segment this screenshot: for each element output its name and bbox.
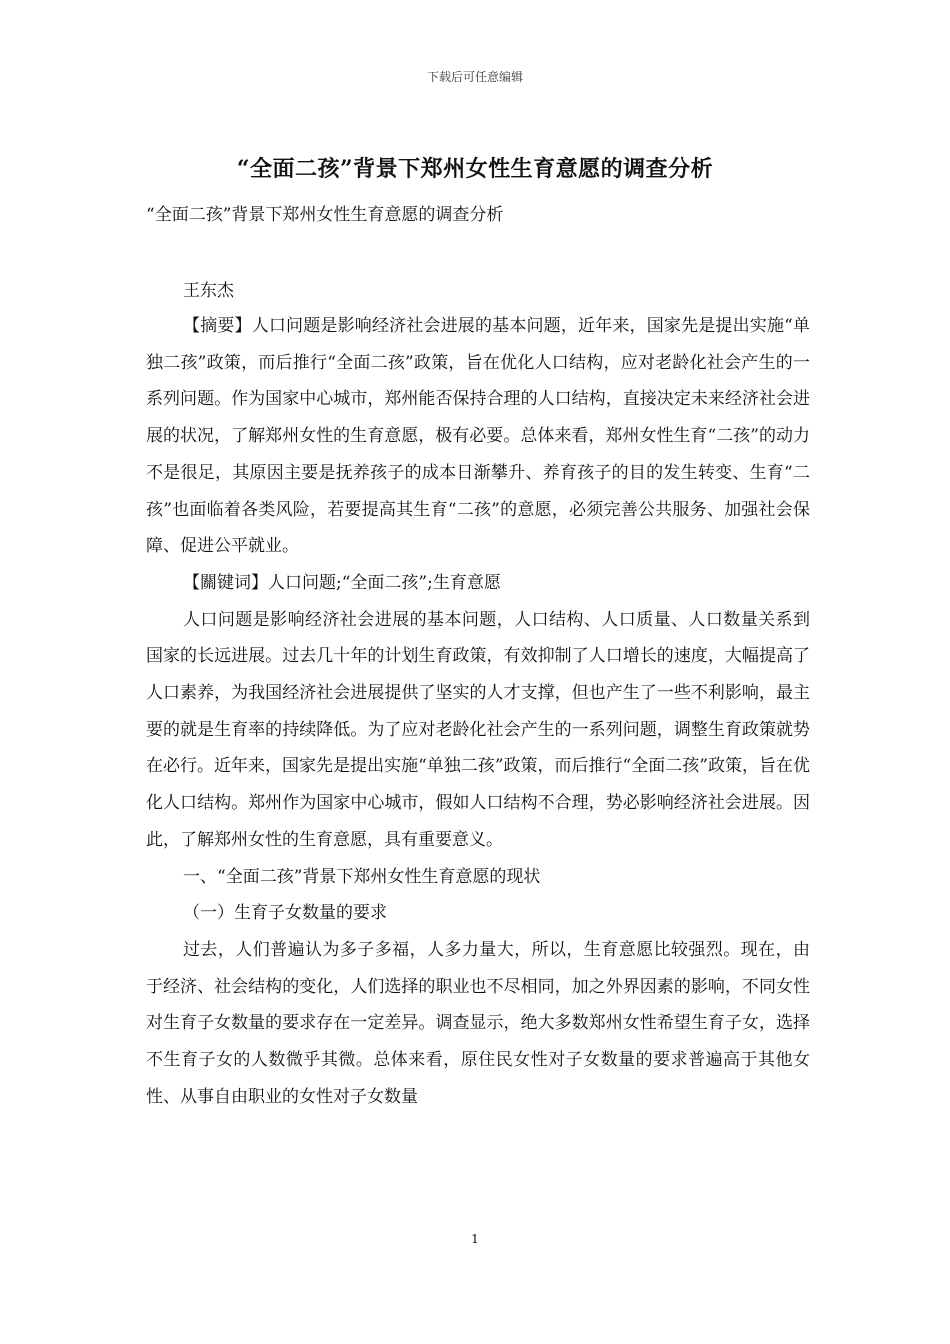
subsection-heading: （一）生育子女数量的要求 xyxy=(183,903,387,924)
page-number: 1 xyxy=(471,1232,479,1246)
document-subtitle: “全面二孩”背景下郑州女性生育意愿的调查分析 xyxy=(146,205,504,225)
body-paragraph: 过去，人们普遍认为多子多福，人多力量大，所以，生育意愿比较强烈。现在，由于经济、社会结构的变化，人们选择的职业也不尽相同，加之外界因素的影响，不同女性对生育子女数量的要求存在一定差异。调查显示，绝大多数郑州女性希望生育子女，选择不生育子女的人数微乎其微。总体来看，原住民女性对子女数量的要求普遍高于其他女性、从事自由职业的女性对子女数量 xyxy=(146,939,810,1107)
abstract-paragraph: 【摘要】人口问题是影响经济社会进展的基本问题，近年来，国家先是提出实施“单独二孩”政策，而后推行“全面二孩”政策，旨在优化人口结构，应对老龄化社会产生的一系列问题。作为国家中心城市，郑州能否保持合理的人口结构，直接决定未来经济社会进展的状况，了解郑州女性的生育意愿，极有必要。总体来看，郑州女性生育“二孩”的动力不是很足，其原因主要是抚养孩子的成本日渐攀升、养育孩子的目的发生转变、生育“二孩”也面临着各类风险，若要提高其生育“二孩”的意愿，必须完善公共服务、加强社会保障、促进公平就业。 xyxy=(146,316,810,557)
section-heading: 一、“全面二孩”背景下郑州女性生育意愿的现状 xyxy=(183,866,541,887)
intro-paragraph: 人口问题是影响经济社会进展的基本问题，人口结构、人口质量、人口数量关系到国家的长远进展。过去几十年的计划生育政策，有效抑制了人口增长的速度，大幅提高了人口素养，为我国经济社会进展提供了坚实的人才支撑，但也产生了一些不利影响，最主要的就是生育率的持续降低。为了应对老龄化社会产生的一系列问题，调整生育政策就势在必行。近年来，国家先是提出实施“单独二孩”政策，而后推行“全面二孩”政策，旨在优化人口结构。郑州作为国家中心城市，假如人口结构不合理，势必影响经济社会进展。因此，了解郑州女性的生育意愿，具有重要意义。 xyxy=(146,609,810,850)
document-title: “全面二孩”背景下郑州女性生育意愿的调查分析 xyxy=(236,156,714,182)
keywords-paragraph: 【關键词】人口问题;“全面二孩”;生育意愿 xyxy=(183,572,501,593)
author-name: 王东杰 xyxy=(183,281,234,301)
header-note: 下载后可任意编辑 xyxy=(426,70,523,84)
body-text xyxy=(146,308,810,1115)
